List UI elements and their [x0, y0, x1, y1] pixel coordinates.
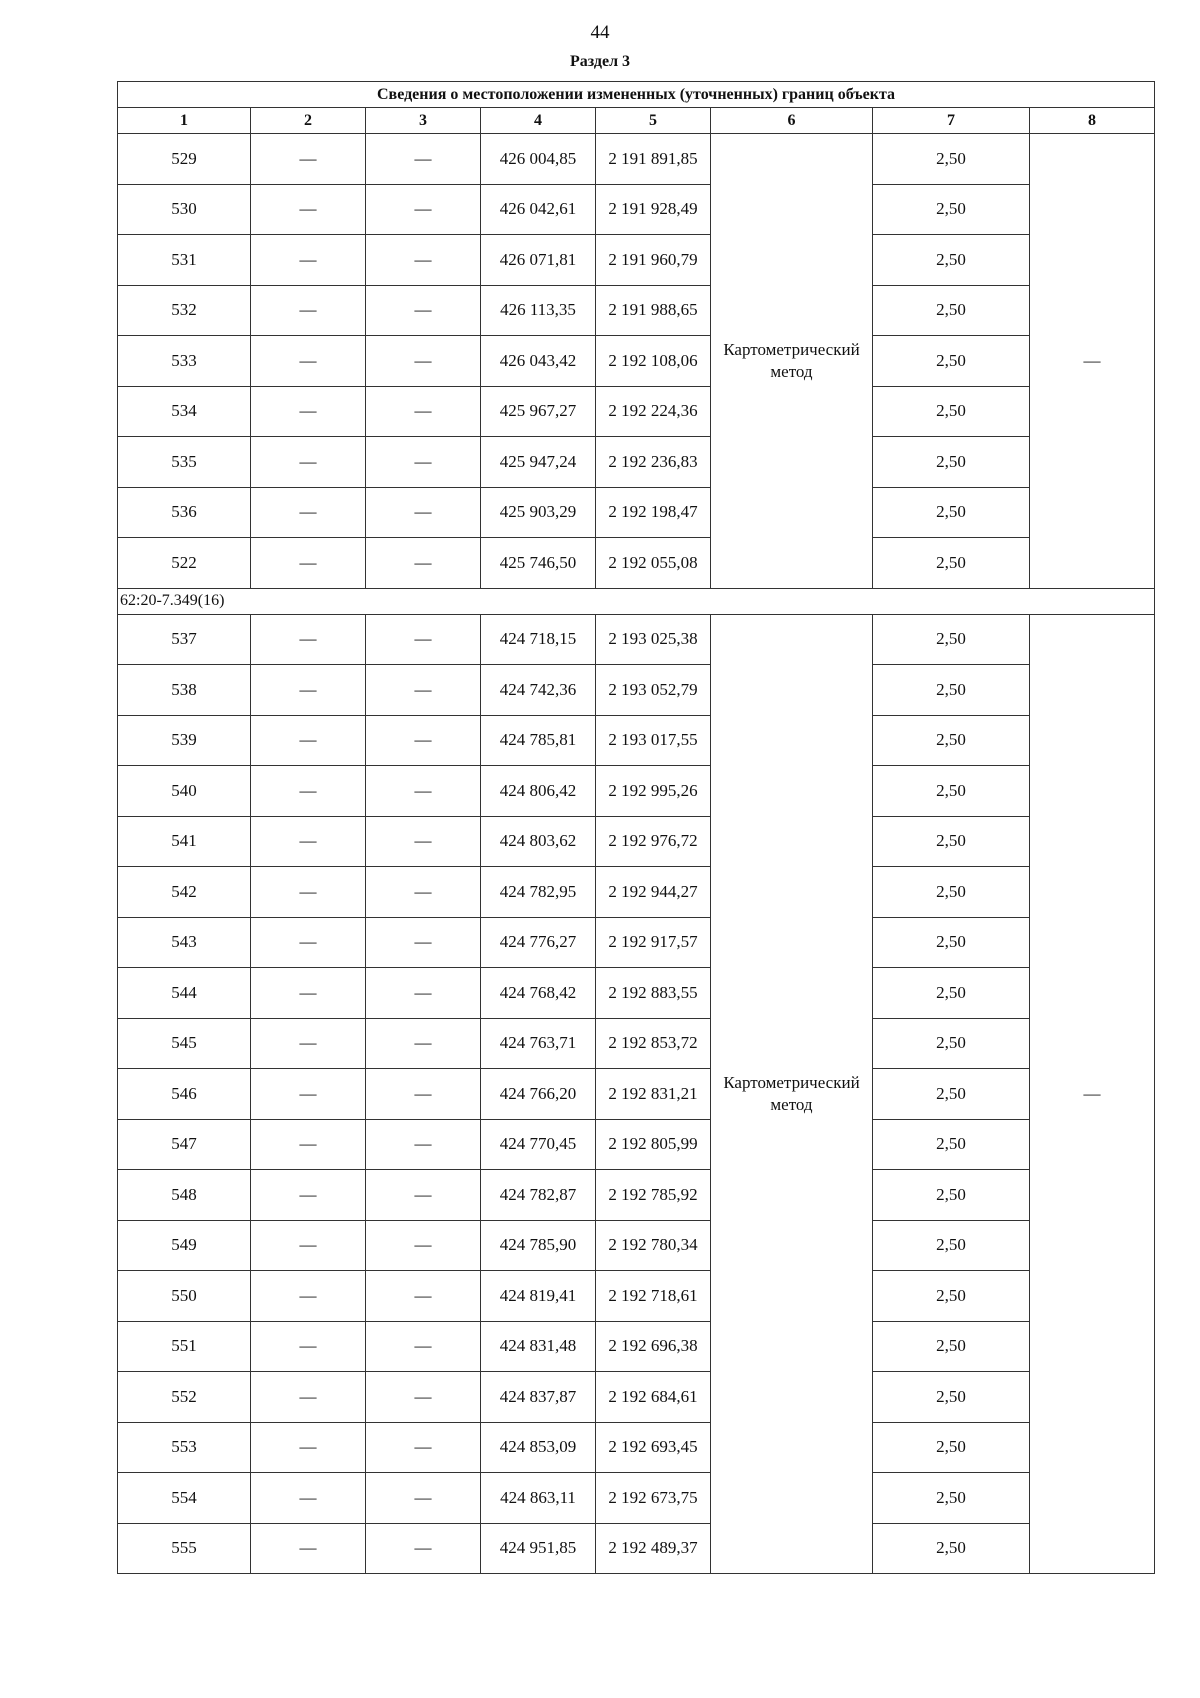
precision-cell: 2,50 — [873, 487, 1030, 538]
y-coordinate-cell: 2 192 944,27 — [596, 867, 711, 918]
table-row — [118, 715, 1155, 766]
y-coordinate-cell: 2 192 108,06 — [596, 336, 711, 387]
method-cell: Картометрический метод — [711, 614, 873, 1574]
point-number-cell: 551 — [118, 1321, 251, 1372]
y-coordinate-cell: 2 192 684,61 — [596, 1372, 711, 1423]
col2-cell: — — [251, 1422, 366, 1473]
precision-cell: 2,50 — [873, 1321, 1030, 1372]
y-coordinate-cell: 2 192 236,83 — [596, 437, 711, 488]
precision-cell: 2,50 — [873, 867, 1030, 918]
y-coordinate-cell: 2 192 673,75 — [596, 1473, 711, 1524]
table-row — [118, 816, 1155, 867]
precision-cell: 2,50 — [873, 665, 1030, 716]
col3-cell: — — [366, 1473, 481, 1524]
column-header: 5 — [596, 108, 711, 134]
col2-cell: — — [251, 538, 366, 589]
method-cell: Картометрический метод — [711, 134, 873, 589]
col3-cell: — — [366, 134, 481, 185]
col3-cell: — — [366, 1220, 481, 1271]
col2-cell: — — [251, 1473, 366, 1524]
y-coordinate-cell: 2 192 976,72 — [596, 816, 711, 867]
col3-cell: — — [366, 487, 481, 538]
point-number-cell: 531 — [118, 235, 251, 286]
point-number-cell: 548 — [118, 1170, 251, 1221]
precision-cell: 2,50 — [873, 1372, 1030, 1423]
point-number-cell: 550 — [118, 1271, 251, 1322]
y-coordinate-cell: 2 191 988,65 — [596, 285, 711, 336]
point-number-cell: 533 — [118, 336, 251, 387]
column-header: 8 — [1030, 108, 1155, 134]
point-number-cell: 544 — [118, 968, 251, 1019]
col2-cell: — — [251, 1271, 366, 1322]
col2-cell: — — [251, 816, 366, 867]
precision-cell: 2,50 — [873, 1422, 1030, 1473]
group-label: 62:20-7.349(16) — [118, 588, 1155, 614]
column-header-row — [118, 108, 1155, 134]
col2-cell: — — [251, 917, 366, 968]
table-row — [118, 766, 1155, 817]
table-row — [118, 134, 1155, 185]
point-number-cell: 553 — [118, 1422, 251, 1473]
col3-cell: — — [366, 285, 481, 336]
column-header: 3 — [366, 108, 481, 134]
precision-cell: 2,50 — [873, 1220, 1030, 1271]
x-coordinate-cell: 424 768,42 — [481, 968, 596, 1019]
x-coordinate-cell: 425 746,50 — [481, 538, 596, 589]
x-coordinate-cell: 424 831,48 — [481, 1321, 596, 1372]
col2-cell: — — [251, 487, 366, 538]
col2-cell: — — [251, 285, 366, 336]
column-header: 2 — [251, 108, 366, 134]
col3-cell: — — [366, 1321, 481, 1372]
point-number-cell: 539 — [118, 715, 251, 766]
point-number-cell: 537 — [118, 614, 251, 665]
table-row — [118, 1170, 1155, 1221]
x-coordinate-cell: 424 837,87 — [481, 1372, 596, 1423]
point-number-cell: 540 — [118, 766, 251, 817]
table-row — [118, 235, 1155, 286]
col2-cell: — — [251, 1069, 366, 1120]
point-number-cell: 541 — [118, 816, 251, 867]
col2-cell: — — [251, 1523, 366, 1574]
table-row — [118, 487, 1155, 538]
col2-cell: — — [251, 336, 366, 387]
col3-cell: — — [366, 867, 481, 918]
table-row — [118, 1422, 1155, 1473]
y-coordinate-cell: 2 192 718,61 — [596, 1271, 711, 1322]
point-number-cell: 546 — [118, 1069, 251, 1120]
x-coordinate-cell: 424 770,45 — [481, 1119, 596, 1170]
col2-cell: — — [251, 437, 366, 488]
table-row — [118, 184, 1155, 235]
x-coordinate-cell: 424 785,81 — [481, 715, 596, 766]
y-coordinate-cell: 2 193 025,38 — [596, 614, 711, 665]
point-number-cell: 554 — [118, 1473, 251, 1524]
table-row — [118, 437, 1155, 488]
y-coordinate-cell: 2 192 693,45 — [596, 1422, 711, 1473]
precision-cell: 2,50 — [873, 134, 1030, 185]
table-caption-row — [118, 82, 1155, 108]
page-number: 44 — [590, 22, 610, 43]
col3-cell: — — [366, 1170, 481, 1221]
point-number-cell: 522 — [118, 538, 251, 589]
col3-cell: — — [366, 1523, 481, 1574]
point-number-cell: 552 — [118, 1372, 251, 1423]
precision-cell: 2,50 — [873, 715, 1030, 766]
point-number-cell: 542 — [118, 867, 251, 918]
x-coordinate-cell: 424 718,15 — [481, 614, 596, 665]
x-coordinate-cell: 426 113,35 — [481, 285, 596, 336]
point-number-cell: 538 — [118, 665, 251, 716]
column-header: 6 — [711, 108, 873, 134]
group-label-row — [118, 588, 1155, 614]
point-number-cell: 529 — [118, 134, 251, 185]
precision-cell: 2,50 — [873, 1069, 1030, 1120]
col2-cell: — — [251, 1321, 366, 1372]
point-number-cell: 530 — [118, 184, 251, 235]
x-coordinate-cell: 426 071,81 — [481, 235, 596, 286]
col3-cell: — — [366, 1119, 481, 1170]
precision-cell: 2,50 — [873, 386, 1030, 437]
x-coordinate-cell: 426 042,61 — [481, 184, 596, 235]
y-coordinate-cell: 2 192 917,57 — [596, 917, 711, 968]
col2-cell: — — [251, 1170, 366, 1221]
col3-cell: — — [366, 1271, 481, 1322]
table-row — [118, 1069, 1155, 1120]
col2-cell: — — [251, 715, 366, 766]
point-number-cell: 543 — [118, 917, 251, 968]
precision-cell: 2,50 — [873, 1271, 1030, 1322]
y-coordinate-cell: 2 191 928,49 — [596, 184, 711, 235]
boundary-coordinates-table — [117, 81, 1155, 1574]
table-row — [118, 867, 1155, 918]
x-coordinate-cell: 424 763,71 — [481, 1018, 596, 1069]
y-coordinate-cell: 2 192 696,38 — [596, 1321, 711, 1372]
col2-cell: — — [251, 235, 366, 286]
x-coordinate-cell: 424 782,87 — [481, 1170, 596, 1221]
point-number-cell: 549 — [118, 1220, 251, 1271]
x-coordinate-cell: 424 819,41 — [481, 1271, 596, 1322]
precision-cell: 2,50 — [873, 1018, 1030, 1069]
col2-cell: — — [251, 386, 366, 437]
y-coordinate-cell: 2 192 785,92 — [596, 1170, 711, 1221]
col3-cell: — — [366, 766, 481, 817]
col3-cell: — — [366, 184, 481, 235]
y-coordinate-cell: 2 192 780,34 — [596, 1220, 711, 1271]
y-coordinate-cell: 2 192 883,55 — [596, 968, 711, 1019]
col2-cell: — — [251, 184, 366, 235]
table-row — [118, 968, 1155, 1019]
y-coordinate-cell: 2 192 831,21 — [596, 1069, 711, 1120]
y-coordinate-cell: 2 191 891,85 — [596, 134, 711, 185]
x-coordinate-cell: 424 951,85 — [481, 1523, 596, 1574]
y-coordinate-cell: 2 192 805,99 — [596, 1119, 711, 1170]
col2-cell: — — [251, 766, 366, 817]
column-header: 7 — [873, 108, 1030, 134]
x-coordinate-cell: 425 947,24 — [481, 437, 596, 488]
col3-cell: — — [366, 715, 481, 766]
table-row — [118, 1321, 1155, 1372]
col3-cell: — — [366, 665, 481, 716]
col2-cell: — — [251, 134, 366, 185]
table-row — [118, 285, 1155, 336]
x-coordinate-cell: 424 853,09 — [481, 1422, 596, 1473]
col3-cell: — — [366, 386, 481, 437]
x-coordinate-cell: 426 004,85 — [481, 134, 596, 185]
precision-cell: 2,50 — [873, 437, 1030, 488]
y-coordinate-cell: 2 192 055,08 — [596, 538, 711, 589]
col2-cell: — — [251, 614, 366, 665]
y-coordinate-cell: 2 192 489,37 — [596, 1523, 711, 1574]
precision-cell: 2,50 — [873, 1119, 1030, 1170]
y-coordinate-cell: 2 192 853,72 — [596, 1018, 711, 1069]
point-number-cell: 547 — [118, 1119, 251, 1170]
col3-cell: — — [366, 1069, 481, 1120]
x-coordinate-cell: 424 782,95 — [481, 867, 596, 918]
x-coordinate-cell: 424 806,42 — [481, 766, 596, 817]
col2-cell: — — [251, 968, 366, 1019]
table-row — [118, 538, 1155, 589]
precision-cell: 2,50 — [873, 917, 1030, 968]
precision-cell: 2,50 — [873, 766, 1030, 817]
y-coordinate-cell: 2 192 198,47 — [596, 487, 711, 538]
column-header: 1 — [118, 108, 251, 134]
y-coordinate-cell: 2 192 224,36 — [596, 386, 711, 437]
col3-cell: — — [366, 437, 481, 488]
table-caption: Сведения о местоположении измененных (уточненных) границ объекта — [118, 82, 1155, 108]
table-row — [118, 665, 1155, 716]
precision-cell: 2,50 — [873, 336, 1030, 387]
col3-cell: — — [366, 614, 481, 665]
col2-cell: — — [251, 1372, 366, 1423]
point-number-cell: 545 — [118, 1018, 251, 1069]
point-number-cell: 536 — [118, 487, 251, 538]
precision-cell: 2,50 — [873, 1170, 1030, 1221]
x-coordinate-cell: 426 043,42 — [481, 336, 596, 387]
x-coordinate-cell: 424 803,62 — [481, 816, 596, 867]
x-coordinate-cell: 424 863,11 — [481, 1473, 596, 1524]
col2-cell: — — [251, 1119, 366, 1170]
col3-cell: — — [366, 1422, 481, 1473]
col3-cell: — — [366, 1018, 481, 1069]
col3-cell: — — [366, 1372, 481, 1423]
table-row — [118, 386, 1155, 437]
table-row — [118, 1523, 1155, 1574]
col3-cell: — — [366, 917, 481, 968]
table-row — [118, 1473, 1155, 1524]
col2-cell: — — [251, 665, 366, 716]
table-row — [118, 1018, 1155, 1069]
x-coordinate-cell: 424 742,36 — [481, 665, 596, 716]
precision-cell: 2,50 — [873, 184, 1030, 235]
point-number-cell: 535 — [118, 437, 251, 488]
section-title: Раздел 3 — [569, 53, 631, 70]
y-coordinate-cell: 2 193 052,79 — [596, 665, 711, 716]
col3-cell: — — [366, 336, 481, 387]
table-row — [118, 614, 1155, 665]
point-number-cell: 534 — [118, 386, 251, 437]
precision-cell: 2,50 — [873, 1473, 1030, 1524]
note-cell: — — [1030, 134, 1155, 589]
table-row — [118, 1372, 1155, 1423]
precision-cell: 2,50 — [873, 614, 1030, 665]
precision-cell: 2,50 — [873, 816, 1030, 867]
table-row — [118, 336, 1155, 387]
y-coordinate-cell: 2 191 960,79 — [596, 235, 711, 286]
y-coordinate-cell: 2 193 017,55 — [596, 715, 711, 766]
col3-cell: — — [366, 968, 481, 1019]
precision-cell: 2,50 — [873, 538, 1030, 589]
precision-cell: 2,50 — [873, 285, 1030, 336]
col2-cell: — — [251, 867, 366, 918]
precision-cell: 2,50 — [873, 1523, 1030, 1574]
note-cell: — — [1030, 614, 1155, 1574]
table-row — [118, 1119, 1155, 1170]
col3-cell: — — [366, 235, 481, 286]
col2-cell: — — [251, 1018, 366, 1069]
x-coordinate-cell: 424 785,90 — [481, 1220, 596, 1271]
col3-cell: — — [366, 816, 481, 867]
x-coordinate-cell: 425 903,29 — [481, 487, 596, 538]
point-number-cell: 532 — [118, 285, 251, 336]
table-body — [118, 82, 1155, 1574]
col3-cell: — — [366, 538, 481, 589]
point-number-cell: 555 — [118, 1523, 251, 1574]
x-coordinate-cell: 425 967,27 — [481, 386, 596, 437]
x-coordinate-cell: 424 766,20 — [481, 1069, 596, 1120]
table-row — [118, 1271, 1155, 1322]
col2-cell: — — [251, 1220, 366, 1271]
column-header: 4 — [481, 108, 596, 134]
y-coordinate-cell: 2 192 995,26 — [596, 766, 711, 817]
precision-cell: 2,50 — [873, 968, 1030, 1019]
table-row — [118, 917, 1155, 968]
table-row — [118, 1220, 1155, 1271]
precision-cell: 2,50 — [873, 235, 1030, 286]
x-coordinate-cell: 424 776,27 — [481, 917, 596, 968]
